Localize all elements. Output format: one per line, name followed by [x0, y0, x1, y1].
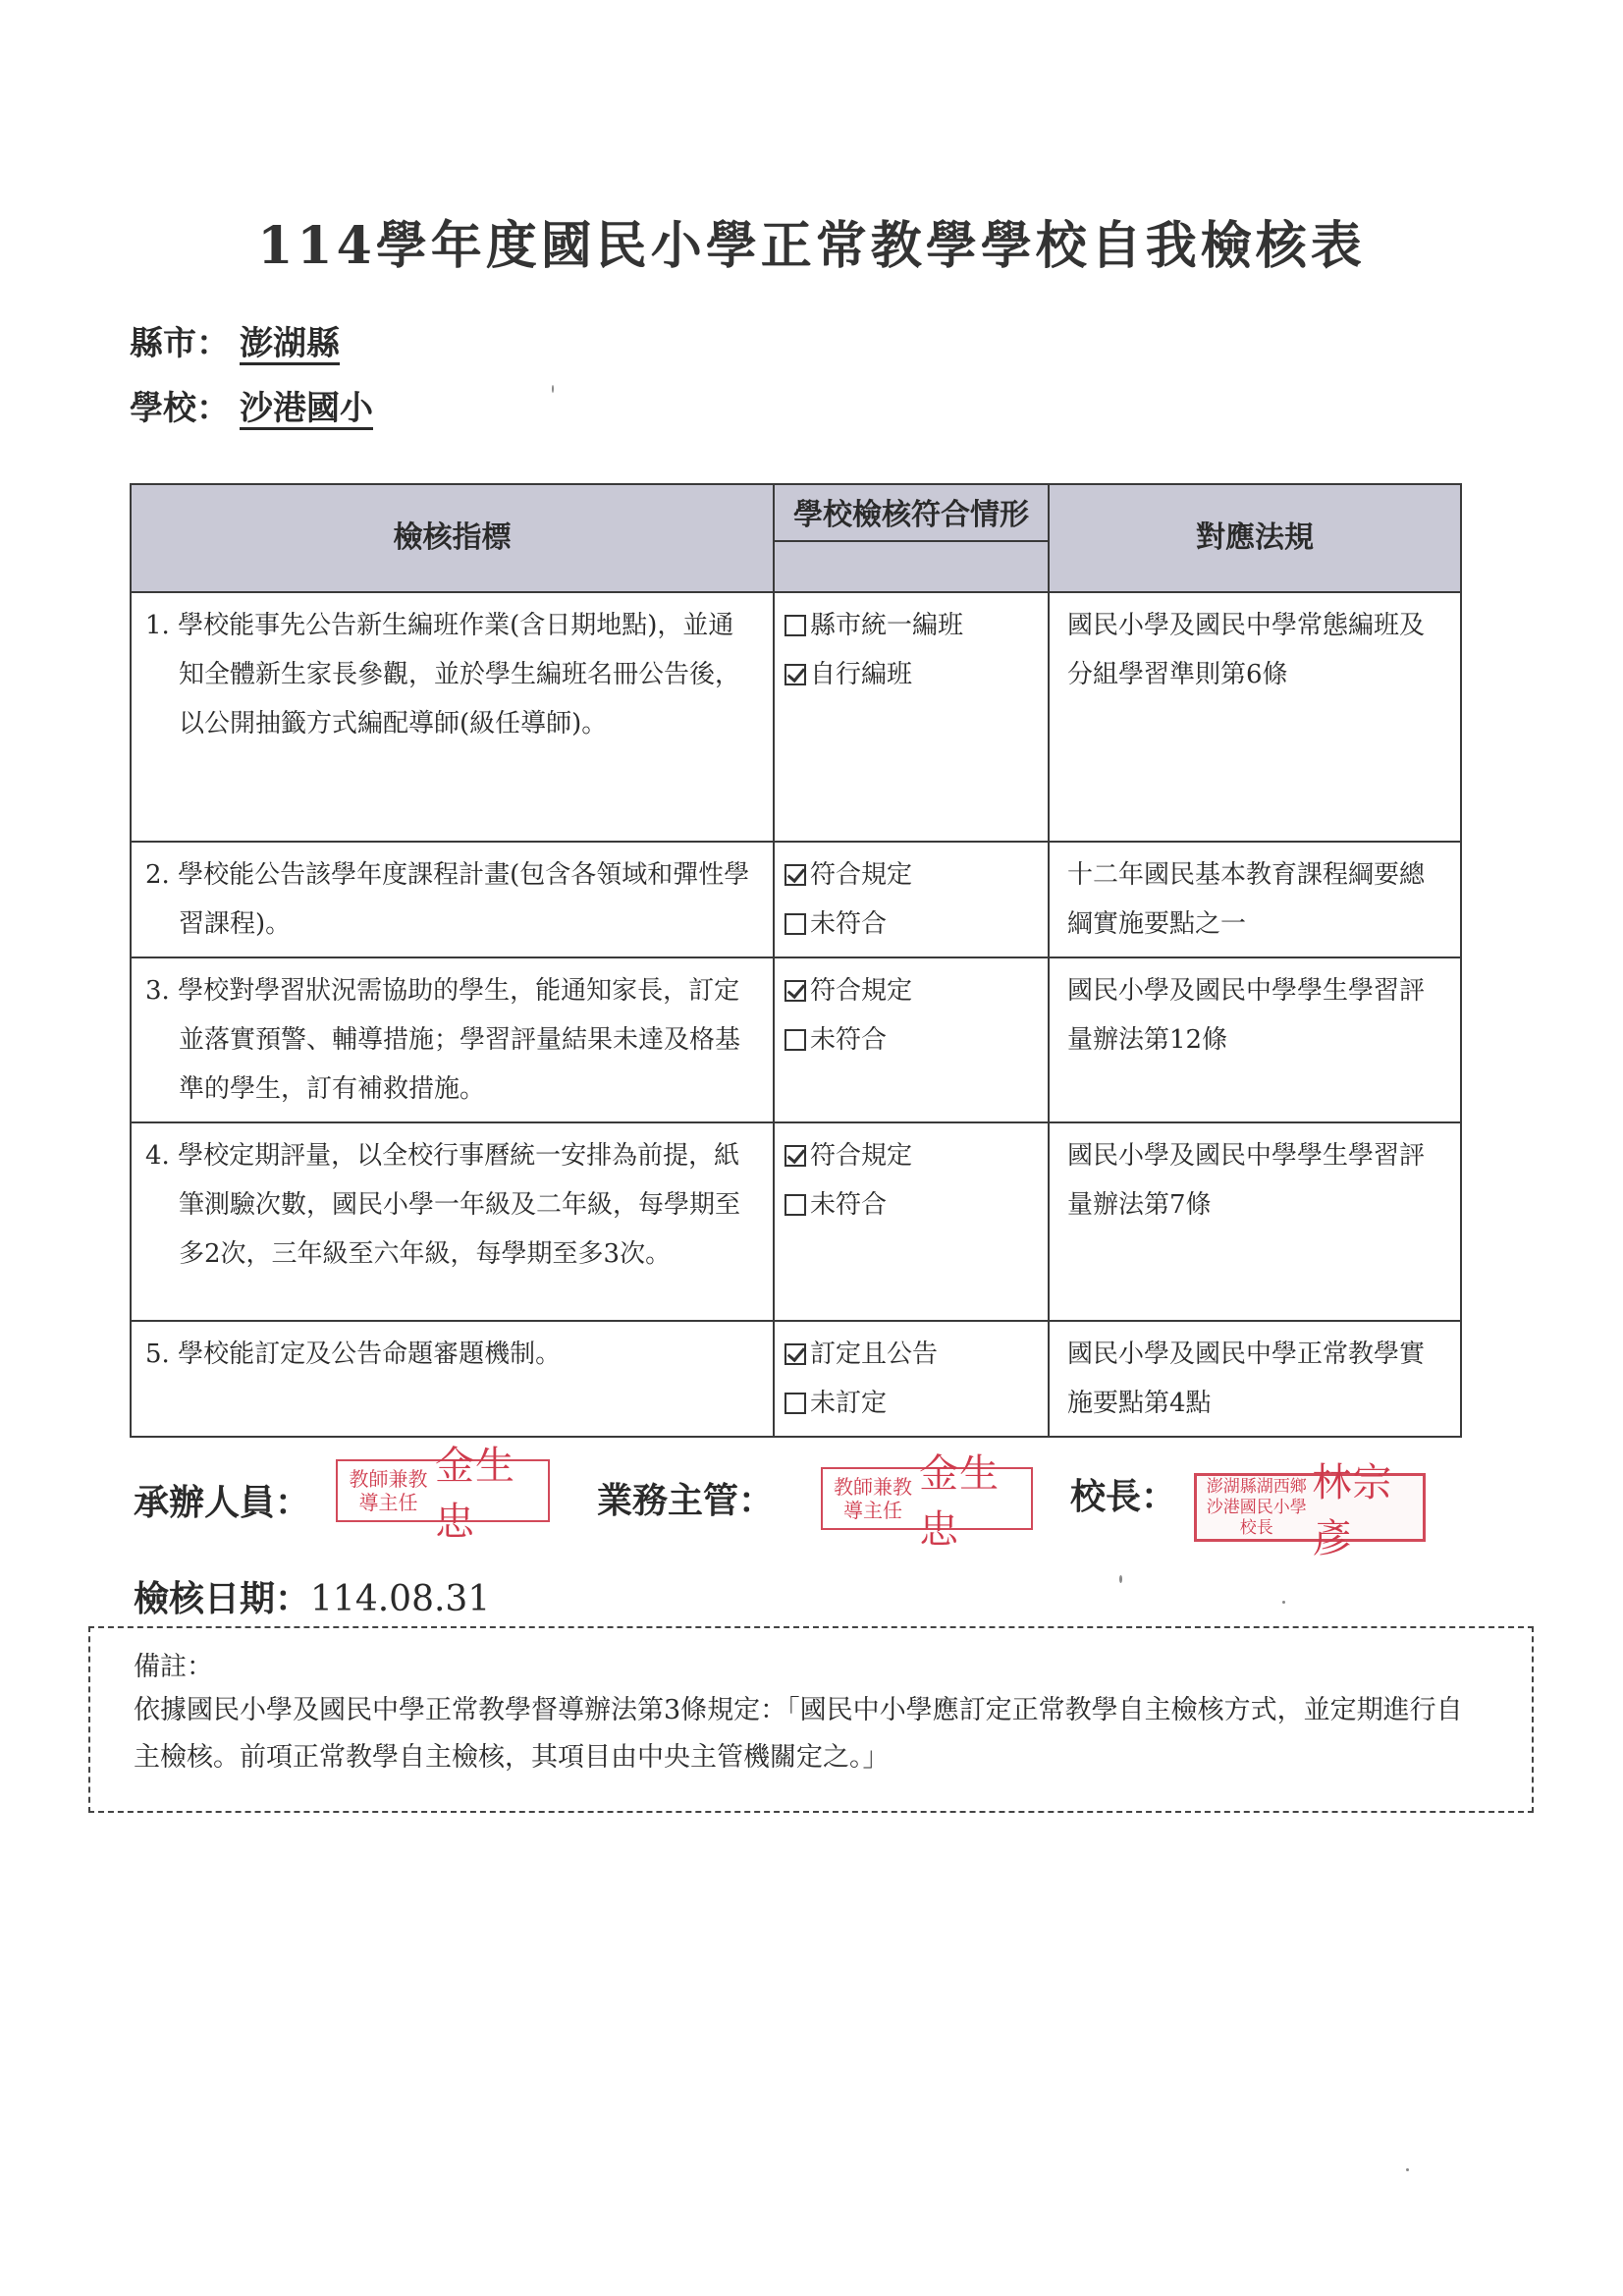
school-field	[130, 381, 373, 429]
status-cell	[774, 592, 1049, 842]
option-not-defined[interactable]: 未訂定	[784, 1379, 1038, 1428]
checkbox-checked-icon[interactable]	[784, 980, 806, 1002]
option-county-unified[interactable]: 縣市統一編班	[784, 601, 1038, 650]
law-cell: 國民小學及國民中學學生學習評量辦法第7條	[1049, 1122, 1461, 1321]
law-cell: 國民小學及國民中學學生學習評量辦法第12條	[1049, 957, 1461, 1122]
table-row	[131, 957, 1461, 1122]
supervisor-seal	[821, 1451, 1033, 1553]
page-title: 114學年度國民小學正常教學學校自我檢核表	[257, 216, 1366, 276]
status-cell	[774, 842, 1049, 957]
table-row	[131, 1321, 1461, 1437]
law-cell: 十二年國民基本教育課程綱要總綱實施要點之一	[1049, 842, 1461, 957]
checkbox-empty-icon[interactable]	[784, 615, 806, 636]
scan-speck	[552, 385, 554, 393]
indicator-cell: 1. 學校能事先公告新生編班作業(含日期地點)，並通知全體新生家長參觀，並於學生編班名冊公告後，以公開抽籤方式編配導師(級任導師)。	[131, 592, 774, 842]
checkbox-empty-icon[interactable]	[784, 913, 806, 935]
scan-speck	[1282, 1601, 1285, 1604]
handler-label: 承辦人員：	[134, 1482, 311, 1523]
table-row	[131, 592, 1461, 842]
option-noncompliant[interactable]: 未符合	[784, 1180, 1038, 1230]
supervisor-seal-title: 教師兼教導主任	[834, 1475, 913, 1522]
checkbox-empty-icon[interactable]	[784, 1029, 806, 1051]
option-compliant[interactable]: 符合規定	[784, 966, 1038, 1015]
remark-text: 依據國民小學及國民中學正常教學督導辦法第3條規定：「國民中小學應訂定正常教學自主檢核方式，並定期進行自主檢核。前項正常教學自主檢核，其項目由中央主管機關定之。」	[134, 1695, 1463, 1773]
school-label: 學校：	[130, 389, 230, 428]
option-self-assigned[interactable]: 自行編班	[784, 650, 1038, 699]
indicator-cell: 5. 學校能訂定及公告命題審題機制。	[131, 1321, 774, 1437]
checkbox-checked-icon[interactable]	[784, 1145, 806, 1167]
law-cell: 國民小學及國民中學常態編班及分組學習準則第6條	[1049, 592, 1461, 842]
principal-seal	[1194, 1460, 1426, 1561]
header-indicator: 檢核指標	[131, 484, 774, 592]
option-compliant[interactable]: 符合規定	[784, 850, 1038, 900]
header-status: 學校檢核符合情形	[774, 484, 1049, 541]
county-label: 縣市：	[130, 324, 230, 363]
check-date-label: 檢核日期：	[134, 1578, 311, 1619]
table-row	[131, 1122, 1461, 1321]
county-field	[130, 316, 340, 364]
status-cell	[774, 1122, 1049, 1321]
status-cell	[774, 957, 1049, 1122]
checkbox-empty-icon[interactable]	[784, 1194, 806, 1216]
school-value: 沙港國小	[240, 389, 373, 428]
principal-seal-name: 林宗彥	[1312, 1460, 1393, 1561]
checkbox-checked-icon[interactable]	[784, 664, 806, 685]
remark-box	[88, 1626, 1534, 1813]
indicator-cell: 4. 學校定期評量，以全校行事曆統一安排為前提，紙筆測驗次數，國民小學一年級及二年級，每學期至多2次，三年級至六年級，每學期至多3次。	[131, 1122, 774, 1321]
indicator-cell: 3. 學校對學習狀況需協助的學生，能通知家長，訂定並落實預警、輔導措施；學習評量結果未達及格基準的學生，訂有補救措施。	[131, 957, 774, 1122]
handler-seal	[336, 1444, 550, 1545]
status-cell	[774, 1321, 1049, 1437]
handler-seal-title: 教師兼教導主任	[349, 1467, 428, 1514]
option-compliant[interactable]: 符合規定	[784, 1131, 1038, 1180]
checklist-table	[130, 483, 1462, 1438]
supervisor-label: 業務主管：	[597, 1480, 775, 1521]
table-row	[131, 842, 1461, 957]
principal-seal-title: 澎湖縣湖西鄉沙港國民小學校長	[1206, 1476, 1307, 1538]
supervisor-seal-name: 金生忠	[919, 1451, 1001, 1553]
option-noncompliant[interactable]: 未符合	[784, 1015, 1038, 1065]
county-value: 澎湖縣	[240, 324, 340, 363]
checkbox-empty-icon[interactable]	[784, 1393, 806, 1414]
checkbox-checked-icon[interactable]	[784, 1343, 806, 1365]
option-noncompliant[interactable]: 未符合	[784, 900, 1038, 949]
check-date-value: 114.08.31	[310, 1579, 491, 1619]
header-status-subcell	[774, 541, 1049, 592]
check-date	[134, 1571, 490, 1621]
scan-speck	[1406, 2168, 1409, 2171]
law-cell: 國民小學及國民中學正常教學實施要點第4點	[1049, 1321, 1461, 1437]
option-defined-announced[interactable]: 訂定且公告	[784, 1330, 1038, 1379]
checkbox-checked-icon[interactable]	[784, 864, 806, 886]
remark-title: 備註：	[134, 1652, 213, 1682]
scan-speck	[1119, 1575, 1122, 1583]
principal-label: 校長：	[1070, 1476, 1177, 1517]
header-law: 對應法規	[1049, 484, 1461, 592]
handler-seal-name: 金生忠	[435, 1444, 515, 1545]
indicator-cell: 2. 學校能公告該學年度課程計畫(包含各領域和彈性學習課程)。	[131, 842, 774, 957]
